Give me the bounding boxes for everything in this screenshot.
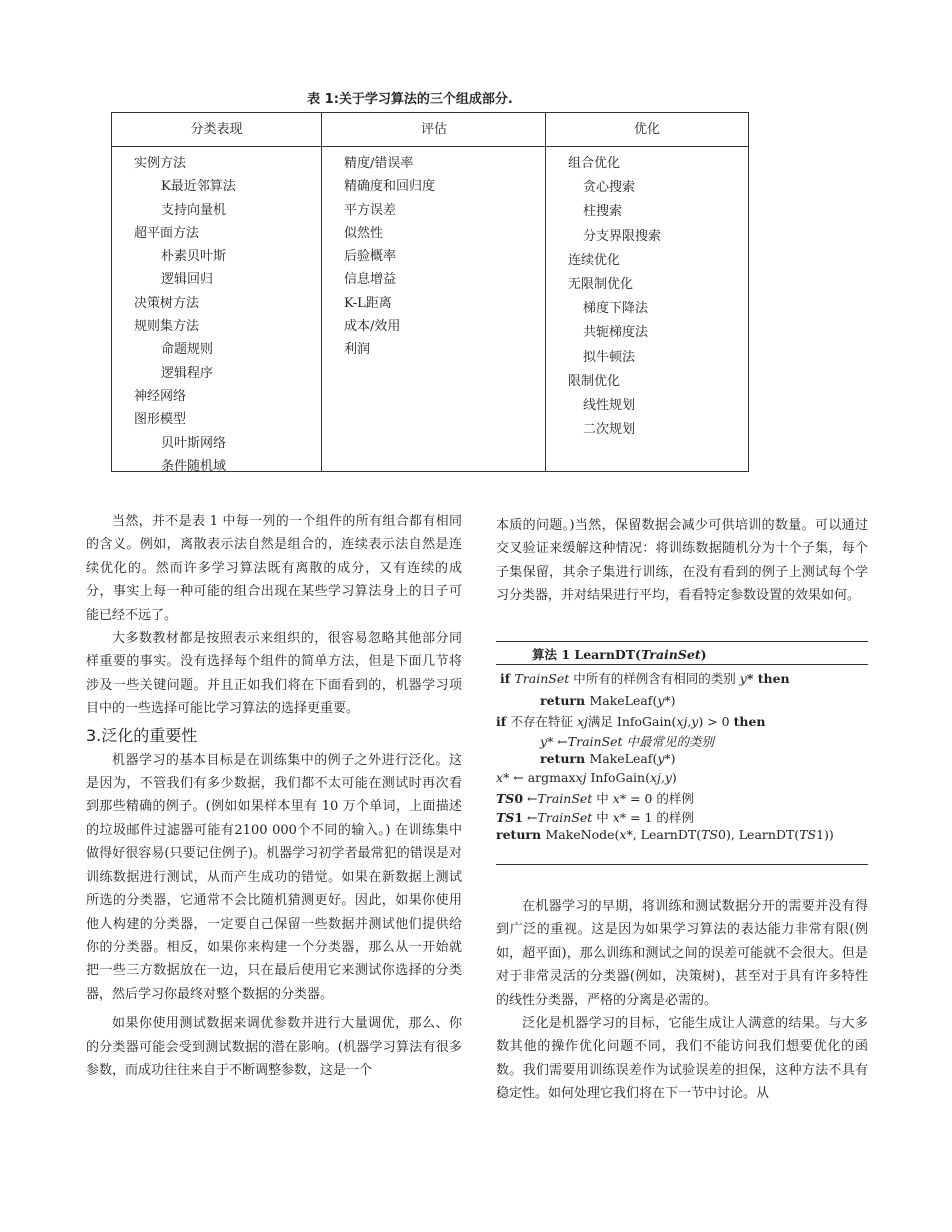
- table-cell-item: K最近邻算法: [161, 179, 236, 195]
- table-cell-item: 无限制优化: [568, 276, 634, 292]
- divider: [496, 664, 868, 665]
- paragraph: 本质的问题。)当然，保留数据会减少可供培训的数量。可以通过交叉验证来缓解这种情况：将训练数据随机分为十个子集，每个子集保留，其余子集进行训练，在没有看到的例子上测试每个学习分类器，并对结果进行平均，看看特定参数设置的效果如何。: [496, 518, 868, 604]
- table-cell-item: 支持向量机: [161, 202, 227, 218]
- algorithm-title: 算法 1 LearnDT(TrainSet): [532, 647, 707, 662]
- table-cell-item: 连续优化: [568, 252, 621, 268]
- algorithm-line: if 不存在特征 xj满足 InfoGain(xj,y) > 0 then: [496, 714, 766, 729]
- table-cell-item: 限制优化: [568, 373, 621, 389]
- table-cell-item: 精确度和回归度: [344, 179, 436, 195]
- table-header: 评估: [322, 113, 546, 147]
- table-cell-item: 信息增益: [344, 272, 397, 288]
- table-column-evaluation: [321, 113, 546, 471]
- table-cell-item: 超平面方法: [134, 225, 200, 241]
- section-heading: 3.泛化的重要性: [86, 725, 198, 745]
- table-cell-item: 朴素贝叶斯: [161, 249, 227, 265]
- algorithm-line: return MakeLeaf(y*): [540, 693, 676, 708]
- table-cell-item: 条件随机域: [161, 458, 227, 474]
- table-cell-item: 精度/错误率: [344, 156, 414, 171]
- table-header: 优化: [546, 113, 748, 147]
- paragraph: 如果你使用测试数据来调优参数并进行大量调优，那么、你的分类器可能会受到测试数据的潜在影响。(机器学习算法有很多参数，而成功往往来自于不断调整参数，这是一个: [86, 1016, 462, 1078]
- left-column: [86, 510, 462, 1082]
- right-column-top: [496, 514, 868, 608]
- algorithm-line: return MakeLeaf(y*): [540, 751, 676, 766]
- table-cell-item: K-L距离: [344, 295, 392, 311]
- table-cell-item: 共轭梯度法: [583, 325, 649, 341]
- table-cell-item: 线性规划: [583, 397, 636, 413]
- table-column-representation: [112, 113, 321, 474]
- table-cell-item: 似然性: [344, 225, 384, 241]
- table-cell-item: 神经网络: [134, 388, 187, 404]
- table-cell-item: 图形模型: [134, 412, 187, 428]
- table-cell-item: 组合优化: [568, 156, 621, 171]
- table-cell-item: 实例方法: [134, 156, 187, 171]
- table-cell-item: 贪心搜索: [583, 180, 636, 196]
- table-caption: 表 1:关于学习算法的三个组成部分.: [307, 92, 513, 107]
- table-cell: [546, 147, 748, 442]
- components-table: [111, 112, 749, 472]
- right-column-bottom: [496, 895, 868, 1106]
- table-cell-item: 柱搜索: [583, 204, 623, 220]
- algorithm-line: x* ← argmaxxj InfoGain(xj,y): [496, 770, 677, 785]
- algorithm-line: if TrainSet 中所有的样例含有相同的类别 y* then: [500, 671, 790, 686]
- algorithm-line: return MakeNode(x*, LearnDT(TS0), LearnDT(TS1)): [496, 827, 834, 842]
- table-cell-item: 后验概率: [344, 249, 397, 265]
- paragraph: 机器学习的基本目标是在训练集中的例子之外进行泛化。这是因为，不管我们有多少数据，我们都不太可能在测试时再次看到那些精确的例子。(例如如果样本里有 10 万个单词，上面描述的垃圾邮件过滤器可能有2100 000个不同的输入。) 在训练集中做得好很容易(只要记住例子)。机器学习初学者最常犯的错误是对训练数据进行测试，从而产生成功的错觉。如果在新数据上测试所选的分类器，它通常不会比随机猜测更好。因此，如果你使用他人构建的分类器，一定要自己保留一些数据并测试他们提供给你的分类器。相反，如果你来构建一个分类器，那么从一开始就把一些三方数据放在一边，只在最后使用它来测试你选择的分类器，然后学习你最终对整个数据的分类器。: [86, 752, 462, 1002]
- table-cell-item: 规则集方法: [134, 319, 200, 335]
- table-cell-item: 二次规划: [583, 422, 636, 438]
- algorithm-line: TS1 ←TrainSet 中 x* = 1 的样例: [496, 810, 694, 825]
- algorithm-line: y* ←TrainSet 中最常见的类别: [540, 734, 715, 749]
- table-cell: [322, 147, 546, 362]
- algorithm-box: [496, 641, 868, 865]
- table-cell-item: 逻辑回归: [161, 272, 214, 288]
- table-cell-item: 梯度下降法: [583, 301, 649, 317]
- paragraph: 大多数教材都是按照表示来组织的，很容易忽略其他部分同样重要的事实。没有选择每个组件的简单方法，但是下面几节将涉及一些关键问题。并且正如我们将在下面看到的，机器学习项目中的一些选择可能比学习算法的选择更重要。: [86, 631, 462, 717]
- table-header: 分类表现: [112, 113, 321, 147]
- paragraph: 泛化是机器学习的目标，它能生成让人满意的结果。与大多数其他的操作优化问题不同，我们不能访问我们想要优化的函数。我们需要用训练误差作为试验误差的担保，这种方法不具有稳定性。如何处理它我们将在下一节中讨论。从: [496, 1016, 868, 1102]
- table-cell-item: 成本/效用: [344, 319, 401, 335]
- table-cell-item: 决策树方法: [134, 295, 200, 311]
- table-cell: [112, 147, 321, 478]
- table-cell-item: 平方误差: [344, 202, 397, 218]
- paragraph: 当然，并不是表 1 中每一列的一个组件的所有组合都有相同的含义。例如，离散表示法自然是组合的，连续表示法自然是连续优化的。然而许多学习算法既有离散的成分，又有连续的成分，事实上每一种可能的组合出现在某些学习算法身上的日子可能已经不远了。: [86, 514, 462, 623]
- table-cell-item: 拟牛顿法: [583, 349, 636, 365]
- table-cell-item: 贝叶斯网络: [161, 435, 227, 451]
- table-column-optimization: [545, 113, 748, 471]
- table-cell-item: 命题规则: [161, 342, 214, 358]
- algorithm-line: TS0 ←TrainSet 中 x* = 0 的样例: [496, 791, 694, 806]
- table-cell-item: 逻辑程序: [161, 365, 214, 381]
- table-cell-item: 分支界限搜索: [583, 228, 662, 244]
- paragraph: 在机器学习的早期，将训练和测试数据分开的需要并没有得到广泛的重视。这是因为如果学习算法的表达能力非常有限(例如，超平面)，那么训练和测试之间的误差可能就不会很大。但是对于非常灵活的分类器(例如，决策树)，甚至对于具有许多特性的线性分类器，严格的分离是必需的。: [496, 899, 868, 1008]
- table-cell-item: 利润: [344, 342, 371, 358]
